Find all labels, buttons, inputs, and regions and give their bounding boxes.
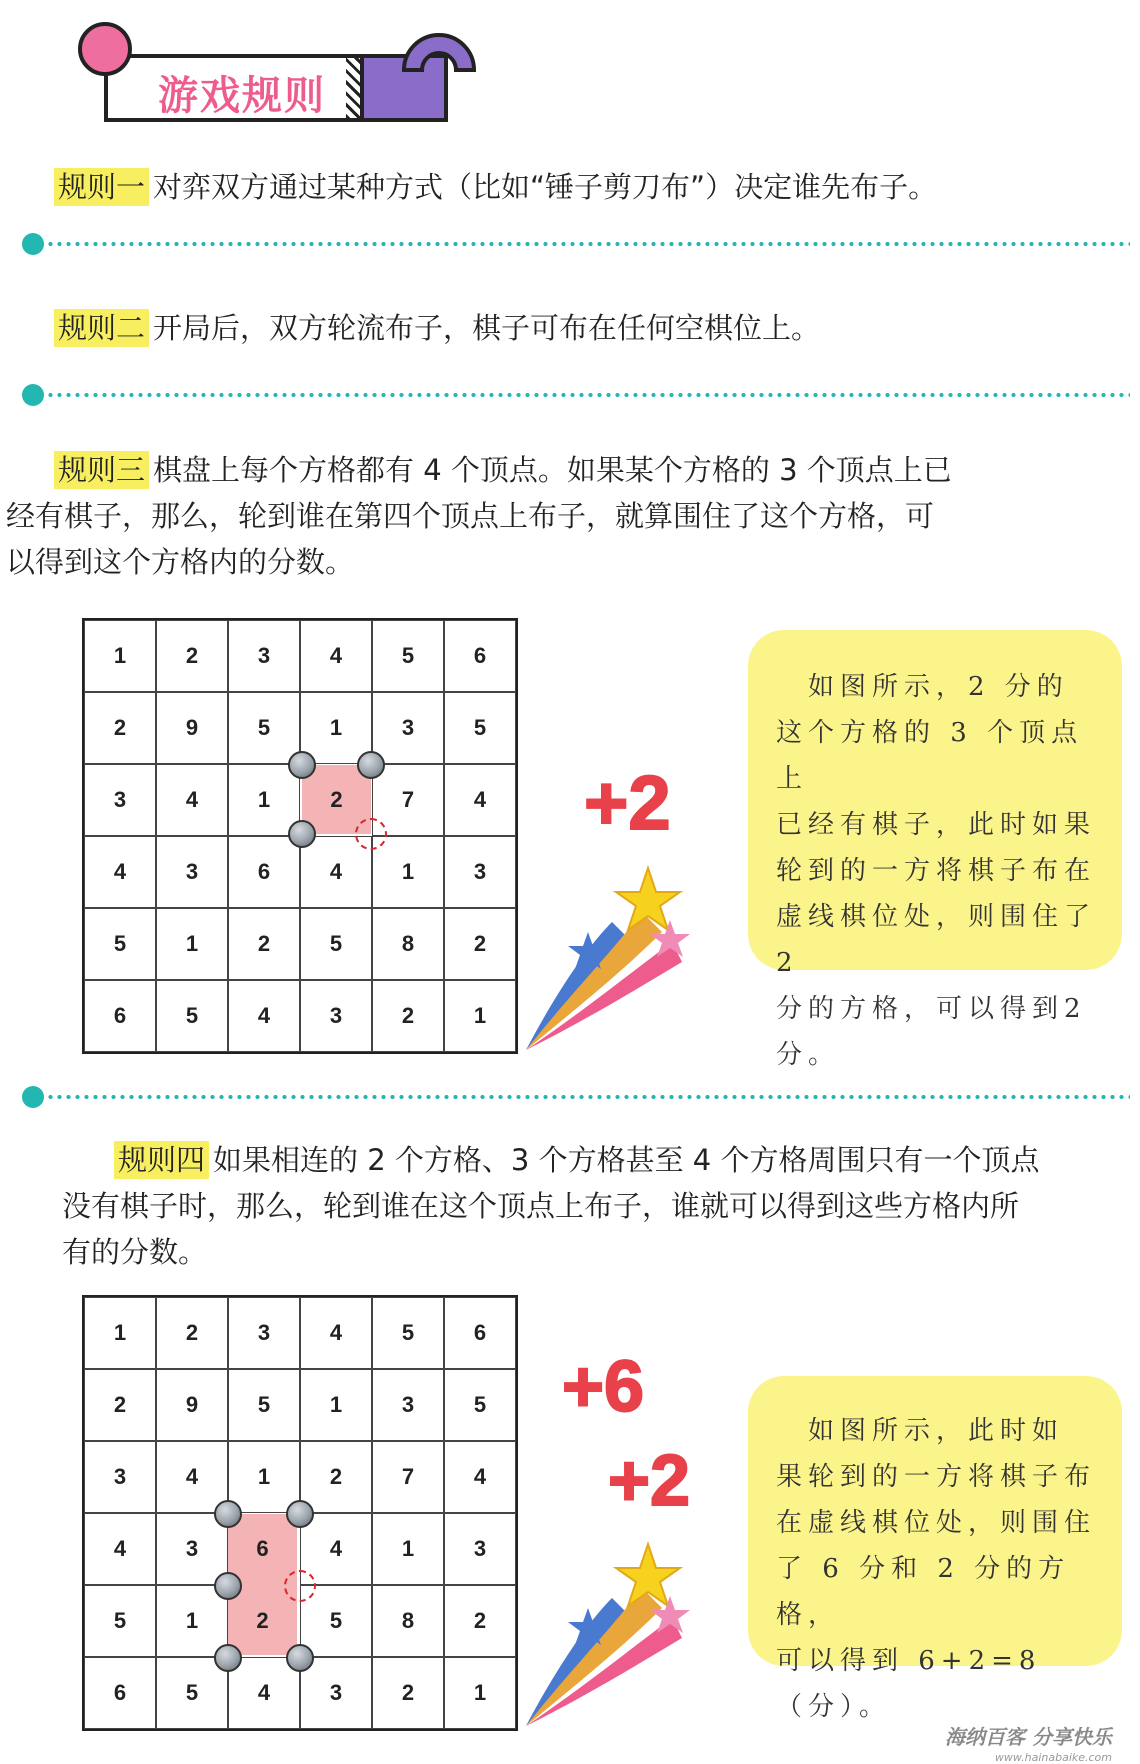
grid-cell: 5 bbox=[156, 980, 228, 1052]
grid-cell: 4 bbox=[156, 1441, 228, 1513]
grid-cell: 2 bbox=[156, 620, 228, 692]
grid-cell: 4 bbox=[84, 1513, 156, 1585]
grid-cell: 1 bbox=[156, 908, 228, 980]
grid-cell: 1 bbox=[372, 836, 444, 908]
grid-cell: 5 bbox=[228, 1369, 300, 1441]
grid-cell: 5 bbox=[228, 692, 300, 764]
rule-2-tag: 规则二 bbox=[54, 309, 149, 347]
rule-3-line-1 bbox=[54, 446, 952, 494]
rule-4-line-1 bbox=[114, 1136, 1039, 1184]
grid-cell: 5 bbox=[300, 1585, 372, 1657]
grid-cell: 3 bbox=[156, 836, 228, 908]
score-plus-6: +6 bbox=[562, 1347, 645, 1427]
grid-cell: 1 bbox=[84, 1297, 156, 1369]
note-1-line: 如图所示，2 分的 bbox=[776, 672, 1069, 702]
note-1-line: 已经有棋子，此时如果 bbox=[776, 810, 1097, 840]
dashed-target-icon bbox=[284, 1570, 316, 1602]
note-2-line: 了 6 分和 2 分的方格， bbox=[776, 1554, 1071, 1630]
grid-cell: 4 bbox=[444, 764, 516, 836]
grid-cell: 6 bbox=[84, 1657, 156, 1729]
note-1-line: 分的方格，可以得到2分。 bbox=[776, 994, 1087, 1070]
rule-3-tag: 规则三 bbox=[54, 451, 149, 489]
grid-cell: 3 bbox=[228, 620, 300, 692]
grid-cell: 2 bbox=[156, 1297, 228, 1369]
grid-cell: 4 bbox=[300, 1297, 372, 1369]
note-1 bbox=[748, 630, 1122, 1070]
grid-cell: 1 bbox=[300, 692, 372, 764]
grid-cell: 3 bbox=[84, 1441, 156, 1513]
grid-cell: 5 bbox=[444, 692, 516, 764]
rule-4-text-2: 没有棋子时，那么，轮到谁在这个顶点上布子，谁就可以得到这些方格内所 bbox=[62, 1189, 1020, 1223]
grid-cell: 2 bbox=[228, 908, 300, 980]
grid-cell: 5 bbox=[84, 908, 156, 980]
rule-4-text-3: 有的分数。 bbox=[62, 1235, 208, 1269]
note-2-line: 果轮到的一方将棋子布 bbox=[776, 1462, 1097, 1492]
grid-cell: 2 bbox=[444, 908, 516, 980]
rule-1 bbox=[54, 163, 937, 211]
grid-cell: 4 bbox=[300, 836, 372, 908]
note-1-line: 这个方格的 3 个顶点上 bbox=[776, 718, 1084, 794]
grid-cell: 5 bbox=[300, 908, 372, 980]
grid-cell: 8 bbox=[372, 908, 444, 980]
grid-cell: 3 bbox=[300, 980, 372, 1052]
rule-3-text-1: 棋盘上每个方格都有 4 个顶点。如果某个方格的 3 个顶点上已 bbox=[153, 453, 952, 487]
stone-icon bbox=[288, 820, 316, 848]
rule-4-text-1: 如果相连的 2 个方格、3 个方格甚至 4 个方格周围只有一个顶点 bbox=[213, 1143, 1040, 1177]
grid-cell: 4 bbox=[300, 1513, 372, 1585]
shooting-stars-icon bbox=[522, 1538, 692, 1728]
grid-cell: 6 bbox=[84, 980, 156, 1052]
rule-4-tag: 规则四 bbox=[114, 1141, 209, 1179]
note-1-line: 虚线棋位处，则围住了 2 bbox=[776, 902, 1097, 978]
grid-cell: 4 bbox=[300, 620, 372, 692]
rule-1-text: 对弈双方通过某种方式（比如“锤子剪刀布”）决定谁先布子。 bbox=[153, 170, 938, 204]
grid-cell: 1 bbox=[228, 1441, 300, 1513]
grid-cell: 9 bbox=[156, 1369, 228, 1441]
grid-cell: 1 bbox=[228, 764, 300, 836]
stone-icon bbox=[286, 1644, 314, 1672]
header-arc-icon bbox=[398, 14, 480, 72]
grid-cell: 1 bbox=[156, 1585, 228, 1657]
grid-cell: 2 bbox=[300, 1441, 372, 1513]
grid-cell: 5 bbox=[372, 1297, 444, 1369]
grid-cell: 4 bbox=[228, 1657, 300, 1729]
grid-cell: 2 bbox=[84, 1369, 156, 1441]
separator-1 bbox=[22, 233, 1130, 255]
shooting-stars-icon bbox=[522, 862, 692, 1052]
note-2-line: 在虚线棋位处，则围住 bbox=[776, 1508, 1097, 1538]
stone-icon bbox=[214, 1644, 242, 1672]
grid-cell: 1 bbox=[372, 1513, 444, 1585]
dashed-target-icon bbox=[355, 818, 387, 850]
header-badge bbox=[104, 54, 448, 122]
note-1-line: 轮到的一方将棋子布在 bbox=[776, 856, 1097, 886]
grid-cell: 1 bbox=[300, 1369, 372, 1441]
rule-3-text-3: 以得到这个方格内的分数。 bbox=[6, 545, 355, 579]
grid-cell: 4 bbox=[84, 836, 156, 908]
score-plus-2-second: +2 bbox=[608, 1441, 691, 1521]
header-title: 游戏规则 bbox=[158, 73, 326, 119]
grid-cell: 6 bbox=[444, 620, 516, 692]
watermark-url: www.hainabaike.com bbox=[994, 1751, 1112, 1764]
note-2-line: 可以得到 6+2=8（分）。 bbox=[776, 1646, 1042, 1722]
separator-2 bbox=[22, 384, 1130, 406]
rule-2-text: 开局后，双方轮流布子，棋子可布在任何空棋位上。 bbox=[153, 311, 821, 345]
grid-cell: 7 bbox=[372, 764, 444, 836]
board-1-scored-value: 2 bbox=[330, 786, 343, 812]
grid-cell: 5 bbox=[444, 1369, 516, 1441]
rule-3-text-2: 经有棋子，那么，轮到谁在第四个顶点上布子，就算围住了这个方格，可 bbox=[6, 499, 935, 533]
header-pink-circle bbox=[78, 22, 132, 76]
grid-cell: 3 bbox=[444, 1513, 516, 1585]
grid-cell: 4 bbox=[228, 980, 300, 1052]
grid-cell: 3 bbox=[300, 1657, 372, 1729]
rule-2 bbox=[54, 304, 820, 352]
rule-1-tag: 规则一 bbox=[54, 168, 149, 206]
board-2-scored-value: 2 bbox=[256, 1607, 269, 1633]
board-2-scored-value: 6 bbox=[256, 1535, 269, 1561]
grid-cell: 9 bbox=[156, 692, 228, 764]
grid-cell: 1 bbox=[444, 1657, 516, 1729]
note-2-line: 如图所示，此时如 bbox=[776, 1416, 1065, 1446]
grid-cell: 4 bbox=[156, 764, 228, 836]
grid-cell: 2 bbox=[444, 1585, 516, 1657]
grid-cell: 2 bbox=[372, 980, 444, 1052]
grid-cell: 6 bbox=[444, 1297, 516, 1369]
grid-cell: 5 bbox=[156, 1657, 228, 1729]
grid-cell: 3 bbox=[156, 1513, 228, 1585]
separator-3 bbox=[22, 1086, 1130, 1108]
grid-cell: 4 bbox=[444, 1441, 516, 1513]
grid-cell: 8 bbox=[372, 1585, 444, 1657]
stone-icon bbox=[286, 1500, 314, 1528]
stone-icon bbox=[288, 751, 316, 779]
stone-icon bbox=[357, 751, 385, 779]
stone-icon bbox=[214, 1572, 242, 1600]
grid-cell: 1 bbox=[444, 980, 516, 1052]
grid-cell: 3 bbox=[444, 836, 516, 908]
score-plus-2: +2 bbox=[584, 761, 671, 846]
grid-cell: 7 bbox=[372, 1441, 444, 1513]
grid-cell: 3 bbox=[84, 764, 156, 836]
note-2 bbox=[748, 1376, 1122, 1722]
grid-cell: 1 bbox=[84, 620, 156, 692]
grid-cell: 6 bbox=[228, 836, 300, 908]
grid-cell: 3 bbox=[372, 692, 444, 764]
grid-cell: 5 bbox=[372, 620, 444, 692]
watermark: 海纳百客 分享快乐 bbox=[945, 1725, 1112, 1749]
stone-icon bbox=[214, 1500, 242, 1528]
grid-cell: 3 bbox=[372, 1369, 444, 1441]
grid-cell: 3 bbox=[228, 1297, 300, 1369]
grid-cell: 2 bbox=[372, 1657, 444, 1729]
grid-cell: 5 bbox=[84, 1585, 156, 1657]
grid-cell: 2 bbox=[84, 692, 156, 764]
